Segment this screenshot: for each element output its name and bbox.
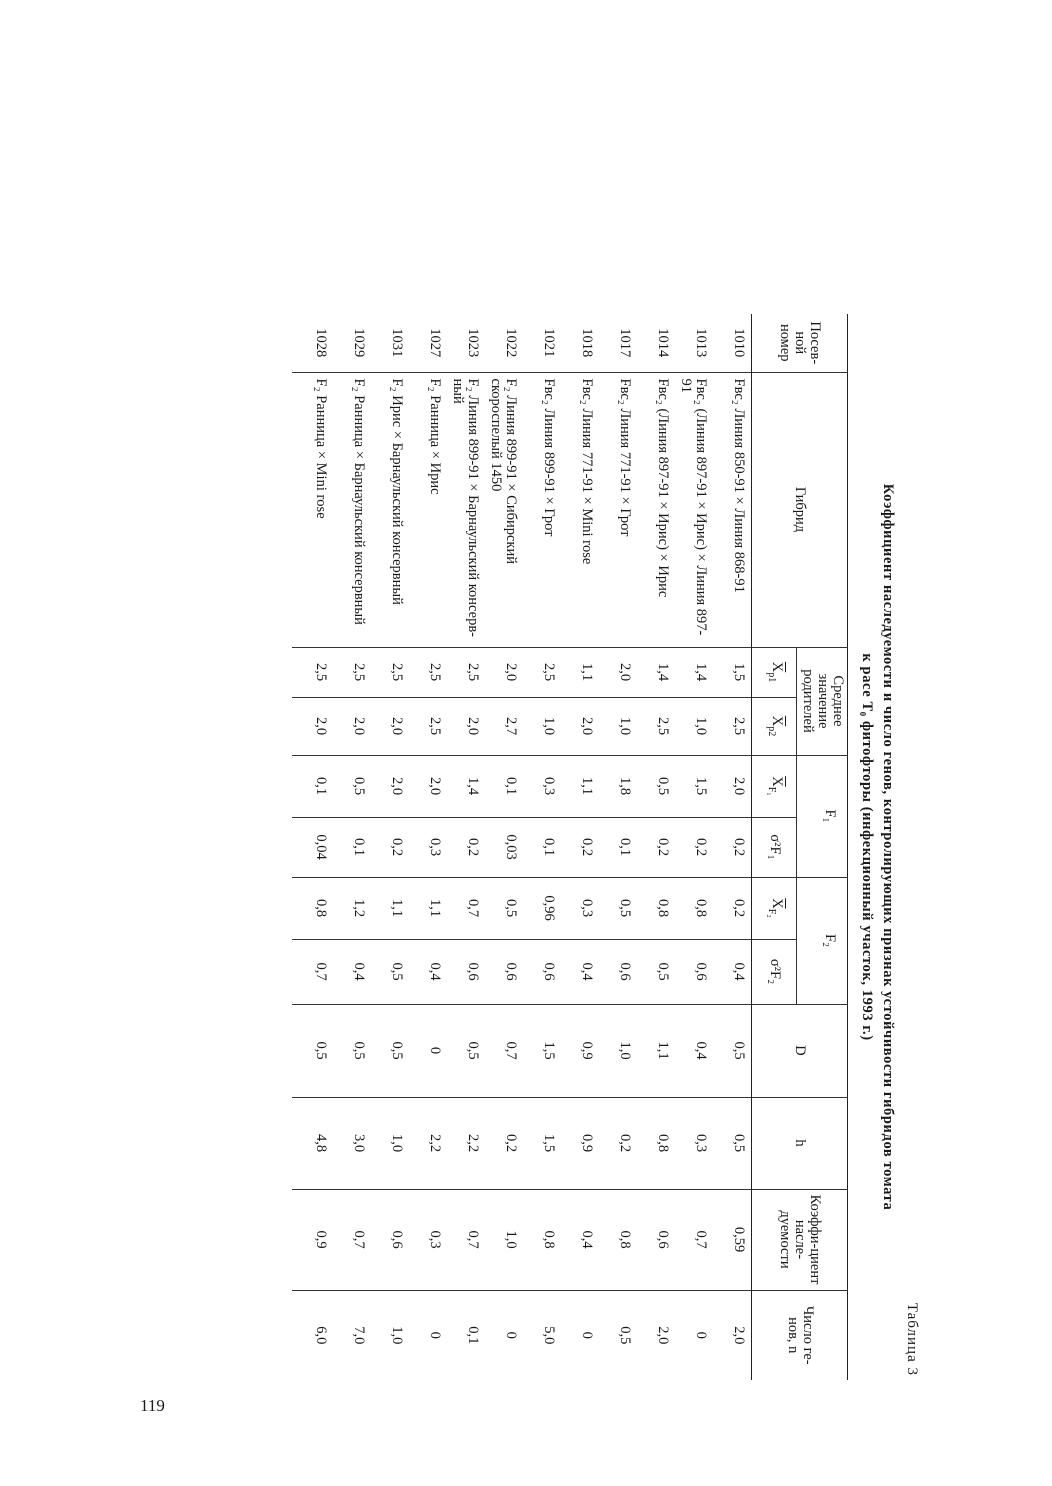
cell-sf2: 0,4 [713,939,752,1004]
cell-h: 1,5 [523,1097,561,1189]
page-number: 119 [140,1396,165,1415]
cell-xf2: 0,5 [485,877,523,939]
cell-coef: 0,9 [292,1189,333,1290]
cell-coef: 0,7 [675,1189,713,1290]
cell-sf1: 0,04 [292,817,333,877]
cell-num: 1010 [713,314,752,372]
cell-sf1: 0,1 [599,817,637,877]
cell-xp2: 2,0 [561,697,599,755]
header-h: h [752,1097,848,1189]
table-row [447,314,485,1380]
header-genes: Число ге-нов, n [752,1290,848,1380]
header-sigma-f2: σ²F₂ [752,939,797,1004]
cell-genes: 0,1 [465,1326,482,1345]
cell-hybrid: Fвс₂ (Линия 897-91 × Ирис) × Линия 897-91 [675,372,713,647]
cell-xf1: 0,3 [523,755,561,817]
cell-coef: 0,4 [561,1189,599,1290]
cell-xf2: 0,3 [561,877,599,939]
header-coef: Коэффи-циент насле-дуемости [752,1189,848,1290]
cell-sf2: 0,6 [523,939,561,1004]
cell-num: 1022 [485,314,523,372]
cell-num: 1017 [599,314,637,372]
cell-xp2: 2,5 [637,697,675,755]
cell-h: 0,2 [599,1097,637,1189]
table-row [371,314,409,1380]
cell-sf1: 0,2 [675,817,713,877]
cell-genes: 6,0 [313,1326,330,1345]
cell-d: 0,7 [485,1004,523,1097]
cell-num: 1021 [523,314,561,372]
table-row [675,314,713,1380]
cell-sf1: 0,2 [637,817,675,877]
cell-xf2: 0,5 [599,877,637,939]
header-xp1: $\overline{X}_{p1}$ [752,647,797,697]
cell-sf2: 0,5 [371,939,409,1004]
header-xf2: $\overline{X}_{F_2}$ [752,877,797,939]
header-hybrid: Гибрид [752,372,848,647]
cell-sf1: 0,2 [713,817,752,877]
cell-xf1: 2,0 [713,755,752,817]
cell-xf1: 2,0 [409,755,447,817]
table-row [333,314,371,1380]
cell-coef: 0,7 [447,1189,485,1290]
table-title-line-2: к расе T₀ фитофторы (инфекционный участок, 1993 г.) [859,653,875,1041]
cell-h: 0,8 [637,1097,675,1189]
cell-xp2: 2,5 [713,697,752,755]
cell-xf2: 1,1 [371,877,409,939]
cell-sf1: 0,03 [485,817,523,877]
cell-coef: 1,0 [485,1189,523,1290]
f1-span [797,755,812,877]
cell-sf1: 0,2 [561,817,599,877]
cell-h: 1,0 [371,1097,409,1189]
cell-xf2: 0,2 [713,877,752,939]
cell-hybrid: F₂ Линия 899-91 × Барнаульский консерв-ный [447,372,485,647]
f2-span [797,877,812,1004]
header-parents-mean: Среднее значение родителей [797,647,848,755]
table-label: Таблица 3 [904,1302,920,1376]
cell-xf1: 1,4 [447,755,485,817]
cell-xp2: 2,0 [447,697,485,755]
cell-coef: 0,6 [637,1189,675,1290]
table-title-line-1: Коэффициент наследуемости и число генов, контролирующих признак устойчивости гибридов томата [880,483,896,1211]
header-d: D [752,1004,848,1097]
cell-sf1: 0,1 [523,817,561,877]
cell-xp2: 2,0 [371,697,409,755]
cell-xp1: 2,5 [333,647,371,697]
cell-xf2: 1,2 [333,877,371,939]
cell-coef: 0,7 [333,1189,371,1290]
table-row [292,314,333,1380]
cell-h: 0,2 [485,1097,523,1189]
cell-sf2: 0,6 [485,939,523,1004]
table-row [713,314,752,1380]
header-f1: F₁ [811,755,847,877]
cell-hybrid: Fвс₂ Линия 771-91 × Грот [599,372,637,647]
header-sigma-f1: σ²F₁ [752,817,797,877]
cell-xp1: 2,0 [599,647,637,697]
cell-num: 1031 [371,314,409,372]
cell-hybrid: Fвс₂ Линия 771-91 × Mini rose [561,372,599,647]
header-f2: F₂ [811,877,847,1004]
rotated-table-block [200,314,920,1380]
header-xp2: $\overline{X}_{p2}$ [752,697,797,755]
cell-sf2: 0,6 [447,939,485,1004]
cell-genes: 2,0 [655,1326,672,1345]
cell-sf2: 0,6 [675,939,713,1004]
cell-d: 0 [409,1004,447,1097]
cell-h: 2,2 [409,1097,447,1189]
cell-sf2: 0,6 [599,939,637,1004]
table-row [561,314,599,1380]
cell-coef: 0,8 [599,1189,637,1290]
cell-hybrid: F₂ Ранница × Барнаульский консервный [333,372,371,647]
cell-xf1: 1,8 [599,755,637,817]
cell-xf1: 0,1 [485,755,523,817]
cell-num: 1028 [292,314,333,372]
cell-xp1: 1,4 [675,647,713,697]
cell-xf1: 0,5 [333,755,371,817]
cell-xf2: 1,1 [409,877,447,939]
cell-genes: 2,0 [731,1326,748,1345]
cell-hybrid: Fвс₂ Линия 850-91 × Линия 868-91 [713,372,752,647]
cell-h: 2,2 [447,1097,485,1189]
cell-coef: 0,6 [371,1189,409,1290]
table-row [599,314,637,1380]
cell-d: 0,5 [447,1004,485,1097]
cell-num: 1013 [675,314,713,372]
cell-genes: 0 [427,1331,444,1339]
cell-xf2: 0,96 [523,877,561,939]
table-row [485,314,523,1380]
cell-genes: 1,0 [389,1326,406,1345]
cell-sf1: 0,1 [333,817,371,877]
cell-xp2: 2,0 [333,697,371,755]
cell-xp1: 2,5 [371,647,409,697]
cell-xf1: 2,0 [371,755,409,817]
cell-d: 0,5 [333,1004,371,1097]
cell-hybrid: F₂ Ранница × Ирис [409,372,447,647]
header-xf1: $\overline{X}_{F_1}$ [752,755,797,817]
cell-sf2: 0,4 [409,939,447,1004]
header-posev: Посев-ной номер [752,314,848,372]
cell-d: 0,4 [675,1004,713,1097]
cell-xf1: 1,5 [675,755,713,817]
cell-xf1: 0,1 [292,755,333,817]
cell-d: 1,1 [637,1004,675,1097]
cell-xp1: 2,5 [447,647,485,697]
table-body [292,314,752,1380]
cell-coef: 0,59 [713,1189,752,1290]
cell-h: 4,8 [292,1097,333,1189]
cell-xp1: 1,4 [637,647,675,697]
cell-xp2: 2,0 [292,697,333,755]
cell-xp1: 2,5 [409,647,447,697]
cell-hybrid: F₂ Ранница × Mini rose [292,372,333,647]
cell-sf2: 0,5 [637,939,675,1004]
cell-sf1: 0,2 [447,817,485,877]
cell-sf1: 0,3 [409,817,447,877]
cell-num: 1027 [409,314,447,372]
cell-h: 3,0 [333,1097,371,1189]
cell-xp1: 2,0 [485,647,523,697]
cell-h: 0,3 [675,1097,713,1189]
cell-xf1: 1,1 [561,755,599,817]
cell-genes: 0 [693,1331,710,1339]
cell-coef: 0,3 [409,1189,447,1290]
cell-coef: 0,8 [523,1189,561,1290]
table-row [409,314,447,1380]
cell-xp1: 1,5 [713,647,752,697]
cell-num: 1029 [333,314,371,372]
cell-genes: 5,0 [541,1326,558,1345]
cell-sf2: 0,4 [561,939,599,1004]
cell-genes: 0 [503,1331,520,1339]
cell-d: 1,5 [523,1004,561,1097]
cell-h: 0,9 [561,1097,599,1189]
heritability-table [292,314,848,1380]
cell-xf1: 0,5 [637,755,675,817]
cell-xf2: 0,8 [675,877,713,939]
cell-genes: 0,5 [617,1326,634,1345]
cell-genes: 0 [579,1331,596,1339]
cell-d: 0,5 [713,1004,752,1097]
cell-xp2: 1,0 [599,697,637,755]
cell-hybrid: F₂ Линия 899-91 × Сибирский скороспелый 1450 [485,372,523,647]
cell-hybrid: F₂ Ирис × Барнаульский консервный [371,372,409,647]
cell-num: 1014 [637,314,675,372]
cell-sf2: 0,4 [333,939,371,1004]
cell-xp1: 1,1 [561,647,599,697]
cell-xp2: 1,0 [675,697,713,755]
cell-xf2: 0,7 [447,877,485,939]
cell-xp1: 2,5 [523,647,561,697]
cell-xp1: 2,5 [292,647,333,697]
cell-d: 0,5 [292,1004,333,1097]
cell-d: 1,0 [599,1004,637,1097]
cell-sf1: 0,2 [371,817,409,877]
table-row [637,314,675,1380]
cell-h: 0,5 [713,1097,752,1189]
cell-hybrid: Fвс₂ (Линия 897-91 × Ирис) × Ирис [637,372,675,647]
cell-num: 1023 [447,314,485,372]
table-row [523,314,561,1380]
cell-d: 0,5 [371,1004,409,1097]
cell-xp2: 2,5 [409,697,447,755]
cell-xf2: 0,8 [637,877,675,939]
cell-hybrid: Fвс₂ Линия 899-91 × Грот [523,372,561,647]
cell-xf2: 0,8 [292,877,333,939]
cell-sf2: 0,7 [292,939,333,1004]
cell-num: 1018 [561,314,599,372]
cell-genes: 7,0 [351,1326,368,1345]
cell-xp2: 2,7 [485,697,523,755]
cell-d: 0,9 [561,1004,599,1097]
cell-xp2: 1,0 [523,697,561,755]
